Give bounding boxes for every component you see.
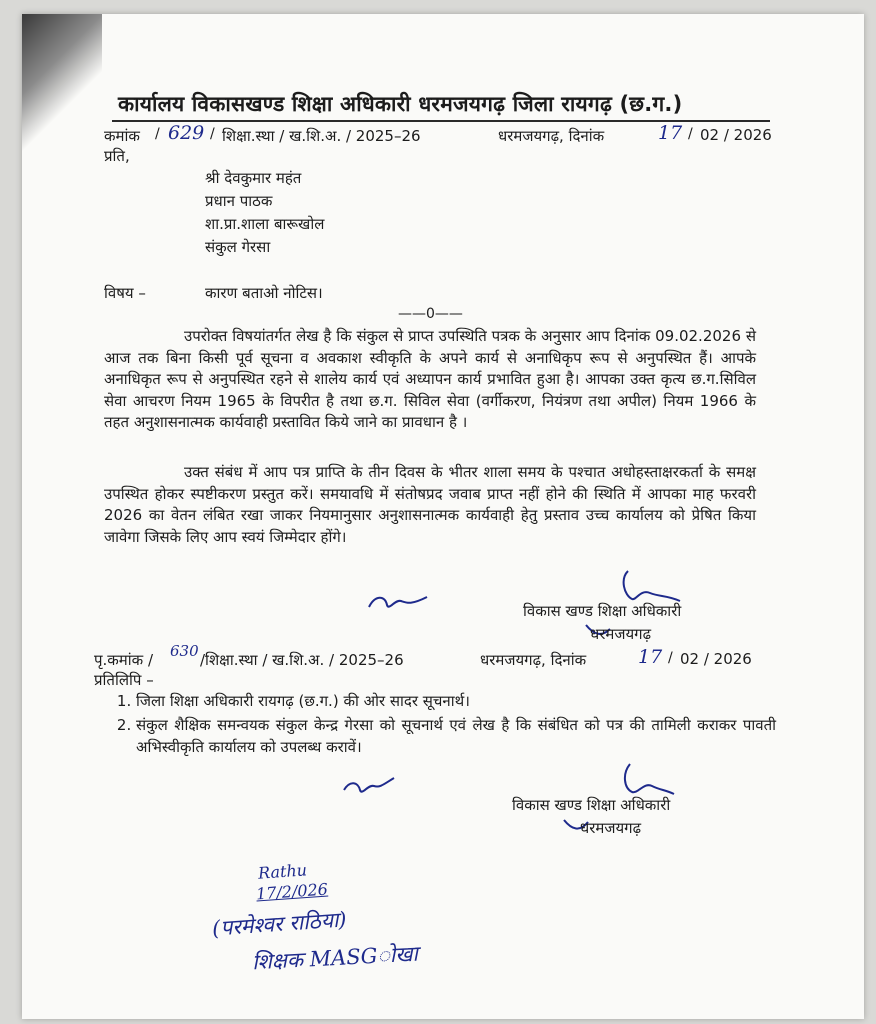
initials-signature-2 bbox=[340, 772, 400, 802]
copy-ref-number-handwritten: 630 bbox=[170, 642, 199, 660]
signature-1-place: धरमजयगढ़ bbox=[590, 625, 652, 643]
copies-list bbox=[116, 690, 776, 760]
body-paragraph-2: उक्त संबंध में आप पत्र प्राप्ति के तीन दिवस के भीतर शाला समय के पश्चात अधोहस्ताक्षरकर्ता के समक्ष उपस्थित होकर स्पष्टीकरण प्रस्तुत करें। समयावधि में संतोषप्रद जवाब प्राप्त नहीं होने की स्थिति में आपका माह फरवरी 2026 का वेतन लंबित रखा जाकर नियमानुसार अनुशासनात्मक कार्यवाही हेतु प्रस्ताव उच्च कार्यालय को प्रेषित किया जावेगा जिसके लिए आप स्वयं जिम्मेदार होंगे। bbox=[104, 463, 756, 546]
copy-ref-month-year: 02 / 2026 bbox=[680, 650, 752, 668]
copy-item-2: 2. संकुल शैक्षिक समन्वयक संकुल केन्द्र गेरसा को सूचनार्थ एवं लेख है कि संबंधित को पत्र की तामिली कराकर पावती अभिस्वीकृति कार्यालय को उपलब्ध करावें। bbox=[136, 714, 776, 758]
ref-suffix: शिक्षा.स्था / ख.शि.अ. / 2025–26 bbox=[222, 127, 421, 145]
ref-month-year: 02 / 2026 bbox=[700, 126, 772, 144]
ref-prefix: कमांक bbox=[104, 127, 140, 145]
initials-2-text bbox=[360, 776, 361, 777]
subject-text: कारण बताओ नोटिस। bbox=[205, 284, 323, 302]
copy-label: प्रतिलिपि – bbox=[94, 671, 154, 689]
handwritten-designation: शिक्षक MASGोखा bbox=[251, 941, 419, 975]
ref-number-handwritten: 629 bbox=[168, 122, 205, 144]
addressee-cluster: संकुल गेरसा bbox=[205, 238, 271, 256]
handwritten-date: 17/2/026 bbox=[255, 879, 329, 904]
copy-ref-place-date-label: धरमजयगढ़, दिनांक bbox=[480, 651, 587, 669]
to-label: प्रति, bbox=[104, 147, 130, 165]
signature-2-place: धरमजयगढ़ bbox=[580, 819, 642, 837]
copy-ref-suffix: /शिक्षा.स्था / ख.शि.अ. / 2025–26 bbox=[200, 651, 404, 669]
ref-day-handwritten: 17 bbox=[658, 122, 683, 144]
ref-place-date-label: धरमजयगढ़, दिनांक bbox=[498, 127, 605, 145]
initials-signature-1 bbox=[365, 585, 435, 615]
signature-1-title: विकास खण्ड शिक्षा अधिकारी bbox=[523, 602, 682, 620]
copy-item-1: 1. जिला शिक्षा अधिकारी रायगढ़ (छ.ग.) की ओर सादर सूचनार्थ। bbox=[136, 690, 776, 712]
copy-ref-prefix: पृ.कमांक / bbox=[94, 651, 154, 669]
addressee-designation: प्रधान पाठक bbox=[205, 192, 273, 210]
copy-ref-day-handwritten: 17 bbox=[638, 646, 663, 668]
signature-2-title: विकास खण्ड शिक्षा अधिकारी bbox=[512, 796, 671, 814]
handwritten-name: (परमेश्वर राठिया) bbox=[211, 907, 348, 941]
separator: ——0—— bbox=[398, 306, 463, 322]
page-corner-shadow bbox=[22, 14, 102, 164]
addressee-school: शा.प्रा.शाला बारूखोल bbox=[205, 215, 325, 233]
body-paragraph-1: उपरोक्त विषयांतर्गत लेख है कि संकुल से प्राप्त उपस्थिति पत्रक के अनुसार आप दिनांक 09.02.2026 से आज तक बिना किसी पूर्व सूचना व अवकाश स्वीकृति के अपने कार्य से अनाधिकृप रूप से अनुपस्थित हैं। आपके अनाधिकृत रूप से अनुपस्थित रहने से शालेय कार्य एवं अध्यापन कार्य प्रभावित हुआ है। आपका उक्त कृत्य छ.ग.सिविल सेवा आचरण नियम 1965 के विपरीत है तथा छ.ग. सिविल सेवा (वर्गीकरण, नियंत्रण तथा अपील) नियम 1966 के तहत अनुशासनात्मक कार्यवाही प्रस्तावित किये जाने का प्रावधान है । bbox=[104, 327, 756, 431]
initials-1-text bbox=[388, 588, 389, 589]
office-title: कार्यालय विकासखण्ड शिक्षा अधिकारी धरमजयगढ़ जिला रायगढ़ (छ.ग.) bbox=[118, 92, 683, 116]
subject-label: विषय – bbox=[104, 284, 146, 302]
addressee-name: श्री देवकुमार महंत bbox=[205, 169, 302, 187]
handwritten-signature: Rathu bbox=[257, 860, 308, 883]
